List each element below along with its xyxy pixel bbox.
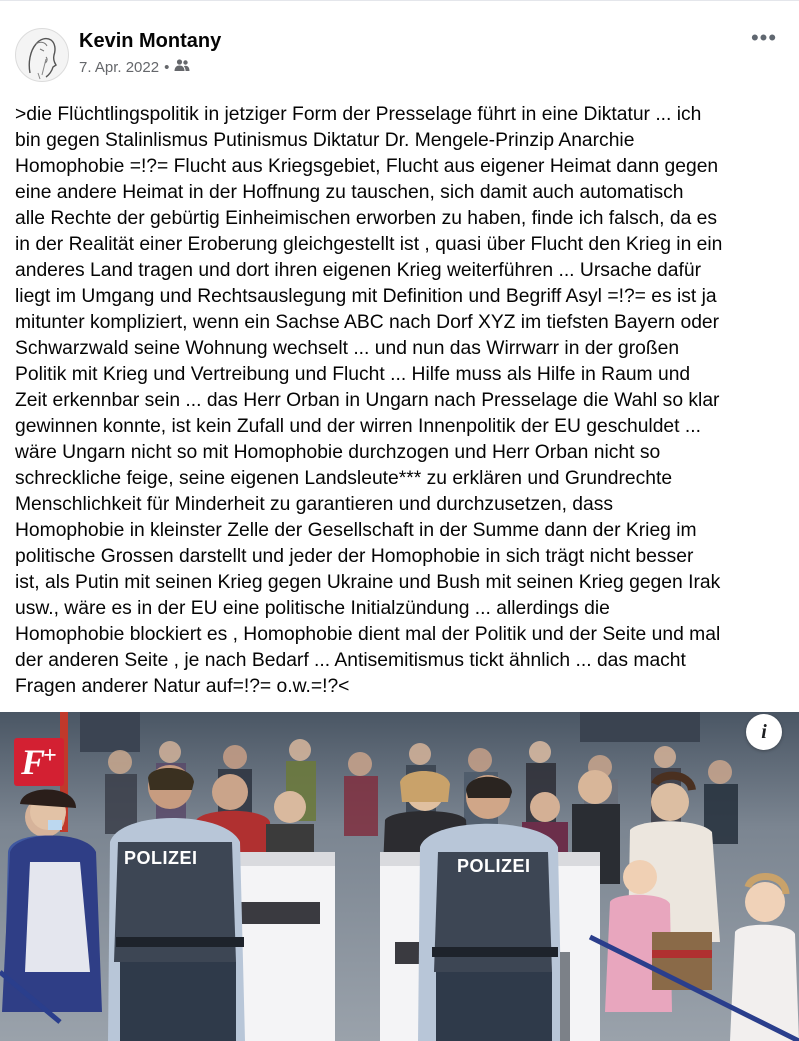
post-body-text: >die Flüchtlingspolitik in jetziger Form der Presselage führt in eine Diktatur ... ich bin gegen Stalinlismus Putinismus Diktatur Dr. Mengele-Prinzip Anarchie Homophobie =!?= Flucht aus Kriegsgebiet, Flucht aus eigener Heimat dann gegen eine andere Heimat in der Hoffnung zu tauschen, sich damit auch automatisch alle Rechte der gebürtig Einheimischen erworben zu haben, finde ich falsch, da es in der Realität einer Eroberung gleichgestellt ist , quasi über Flucht den Krieg in ein anderes Land tragen und dort ihren eigenen Krieg weiterführen ... Ursache dafür liegt im Umgang und Rechtsauslegung mit Definition und Begriff Asyl =!?= es ist ja mitunter kompliziert, wenn ein Sachse ABC nach Dorf XYZ im tiefsten Bayern oder Schwarzwald seine Wohnung wechselt ... und nun das Wirrwarr in der großen Politik mit Krieg und Vertreibung und Flucht ... Hilfe muss als Hilfe in Raum und Zeit erkennbar sein ... das Herr Orban in Ungarn nach Presselage die Wahl so klar gewinnen konnte, ist kein Zufall und der wirren Innenpolitik der EU geschuldet ... wäre Ungarn nicht so mit Homophobie durchzogen und Herr Orban nicht so schreckliche feige, seine eigenen Landsleute*** zu erklären und Grundrechte Menschlichkeit für Minderheit zu garantieren und durchzusetzen, dass Homophobie in kleinster Zelle der Gesellschaft in der Summe dann der Krieg im politische Grossen darstellt und jeder der Homophobie in sich trägt nicht besser ist, als Putin mit seinen Krieg gegen Ukraine und Bush mit seinen Krieg gegen Irak usw., wäre es in der EU eine politische Initialzündung ... allerdings die Homophobie blockiert es , Homophobie dient mal der Politik und der Seite und mal der anderen Seite , je nach Bedarf ... Antisemitismus tickt ähnlich ... das macht Fragen anderer Natur auf=!?= o.w.=!?<: [15, 104, 723, 697]
post-header: [0, 0, 799, 100]
meta-separator: •: [164, 58, 170, 76]
police-label-left: POLIZEI: [124, 848, 198, 868]
friends-icon[interactable]: [174, 58, 190, 76]
author-name[interactable]: Kevin Montany: [79, 30, 222, 52]
info-icon[interactable]: i: [746, 714, 782, 750]
faz-plus-logo: [14, 738, 64, 786]
more-options-icon[interactable]: •••: [750, 25, 778, 50]
post-meta: [79, 58, 190, 76]
faz-letter: F: [21, 742, 46, 782]
airport-scene-illustration: [0, 712, 799, 1041]
post-date[interactable]: 7. Apr. 2022: [79, 58, 160, 76]
avatar[interactable]: [15, 28, 69, 82]
faz-plus: +: [43, 742, 57, 769]
police-label-right: POLIZEI: [457, 856, 531, 876]
post-photo[interactable]: [0, 712, 799, 1041]
